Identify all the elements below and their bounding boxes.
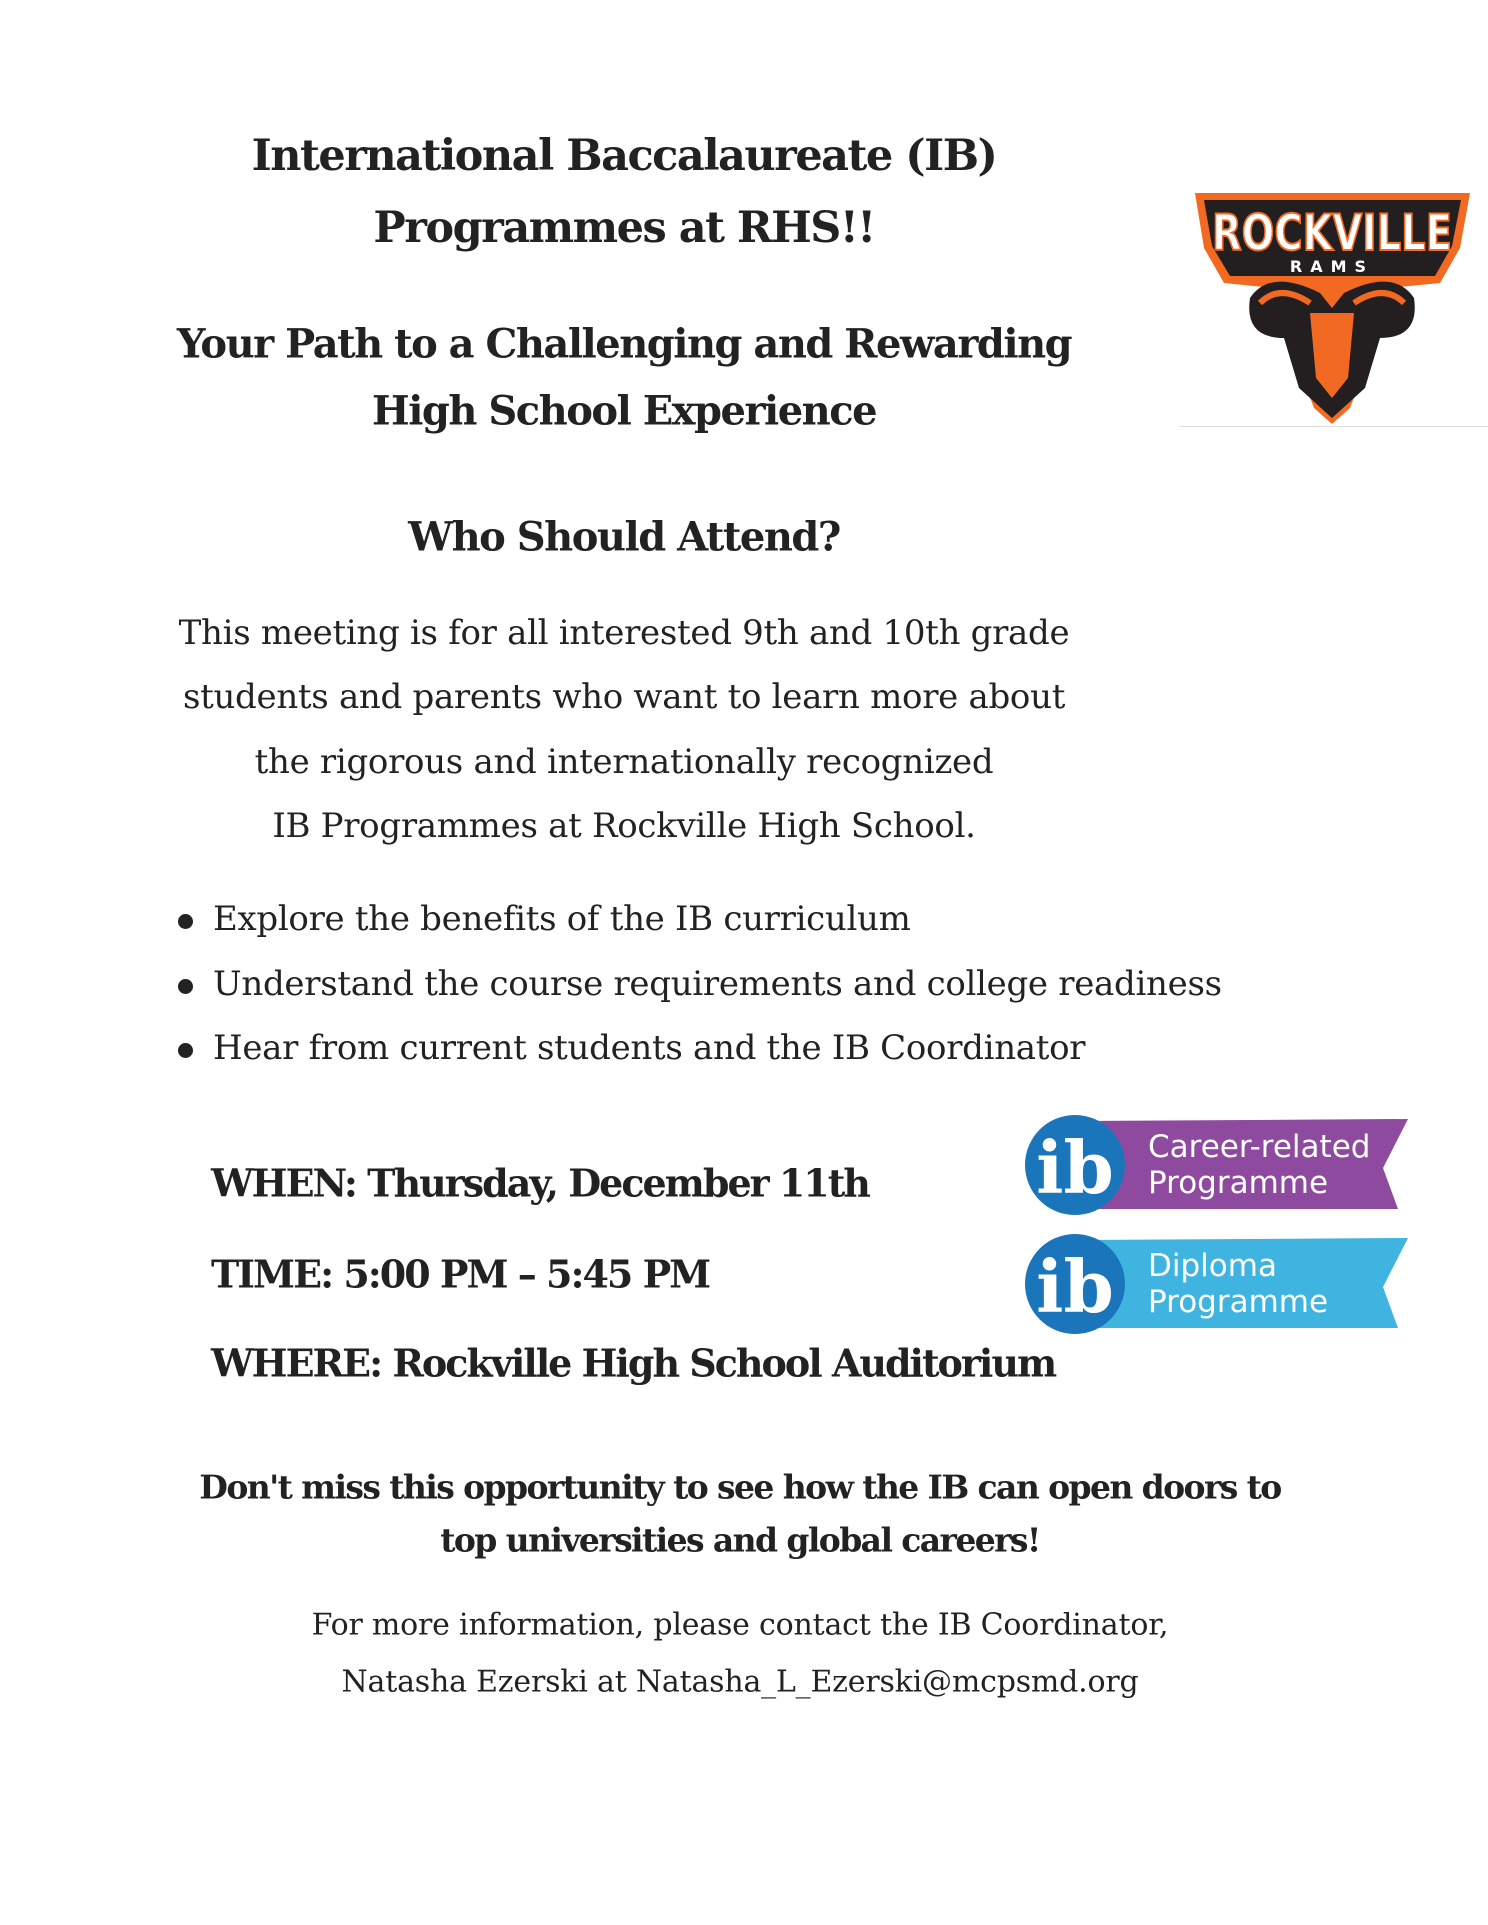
contact-line-2: Natasha Ezerski at Natasha_L_Ezerski@mcpsmd.org: [341, 1664, 1139, 1700]
badge-line-1: Career-related: [1148, 1129, 1371, 1165]
bullet-item: [178, 1028, 1085, 1068]
badge-line-2: Programme: [1148, 1165, 1329, 1201]
rockville-rams-logo: [1190, 188, 1475, 428]
bullet-text: Understand the course requirements and college readiness: [213, 964, 1222, 1004]
event-when: WHEN: Thursday, December 11th: [211, 1160, 869, 1206]
bullet-text: Explore the benefits of the IB curriculum: [213, 899, 911, 939]
subtitle-line-2: High School Experience: [371, 387, 877, 435]
divider: [1180, 426, 1488, 427]
bullet-icon: [178, 914, 193, 929]
who-line-2: students and parents who want to learn more about: [182, 677, 1066, 717]
badge-line-2: Programme: [1148, 1284, 1329, 1320]
event-where: WHERE: Rockville High School Auditorium: [211, 1340, 1056, 1386]
bullet-text: Hear from current students and the IB Coordinator: [213, 1028, 1086, 1068]
who-line-1: This meeting is for all interested 9th and 10th grade: [178, 613, 1070, 653]
contact-line-1: For more information, please contact the IB Coordinator,: [311, 1607, 1169, 1643]
who-line-4: IB Programmes at Rockville High School.: [272, 806, 976, 846]
bullet-icon: [178, 979, 193, 994]
who-heading: Who Should Attend?: [408, 513, 840, 561]
badge-line-1: Diploma: [1148, 1248, 1277, 1284]
svg-text:ib: ib: [1036, 1244, 1114, 1329]
cta-line-2: top universities and global careers!: [440, 1520, 1040, 1560]
logo-mascot-text: RAMS: [1289, 257, 1375, 276]
who-line-3: the rigorous and internationally recognized: [254, 742, 994, 782]
svg-text:ib: ib: [1036, 1125, 1114, 1210]
logo-school-text: ROCKVILLE: [1212, 204, 1452, 262]
bullet-item: [178, 899, 911, 939]
title-line-2: Programmes at RHS!!: [373, 203, 875, 253]
event-time: TIME: 5:00 PM – 5:45 PM: [211, 1251, 710, 1297]
bullet-item: [178, 964, 1222, 1004]
ib-career-related-badge: [1023, 1113, 1413, 1217]
ib-diploma-badge: [1023, 1232, 1413, 1336]
title-line-1: International Baccalaureate (IB): [251, 131, 997, 181]
cta-line-1: Don't miss this opportunity to see how the IB can open doors to: [199, 1467, 1281, 1507]
subtitle-line-1: Your Path to a Challenging and Rewarding: [176, 320, 1072, 368]
bullet-icon: [178, 1043, 193, 1058]
